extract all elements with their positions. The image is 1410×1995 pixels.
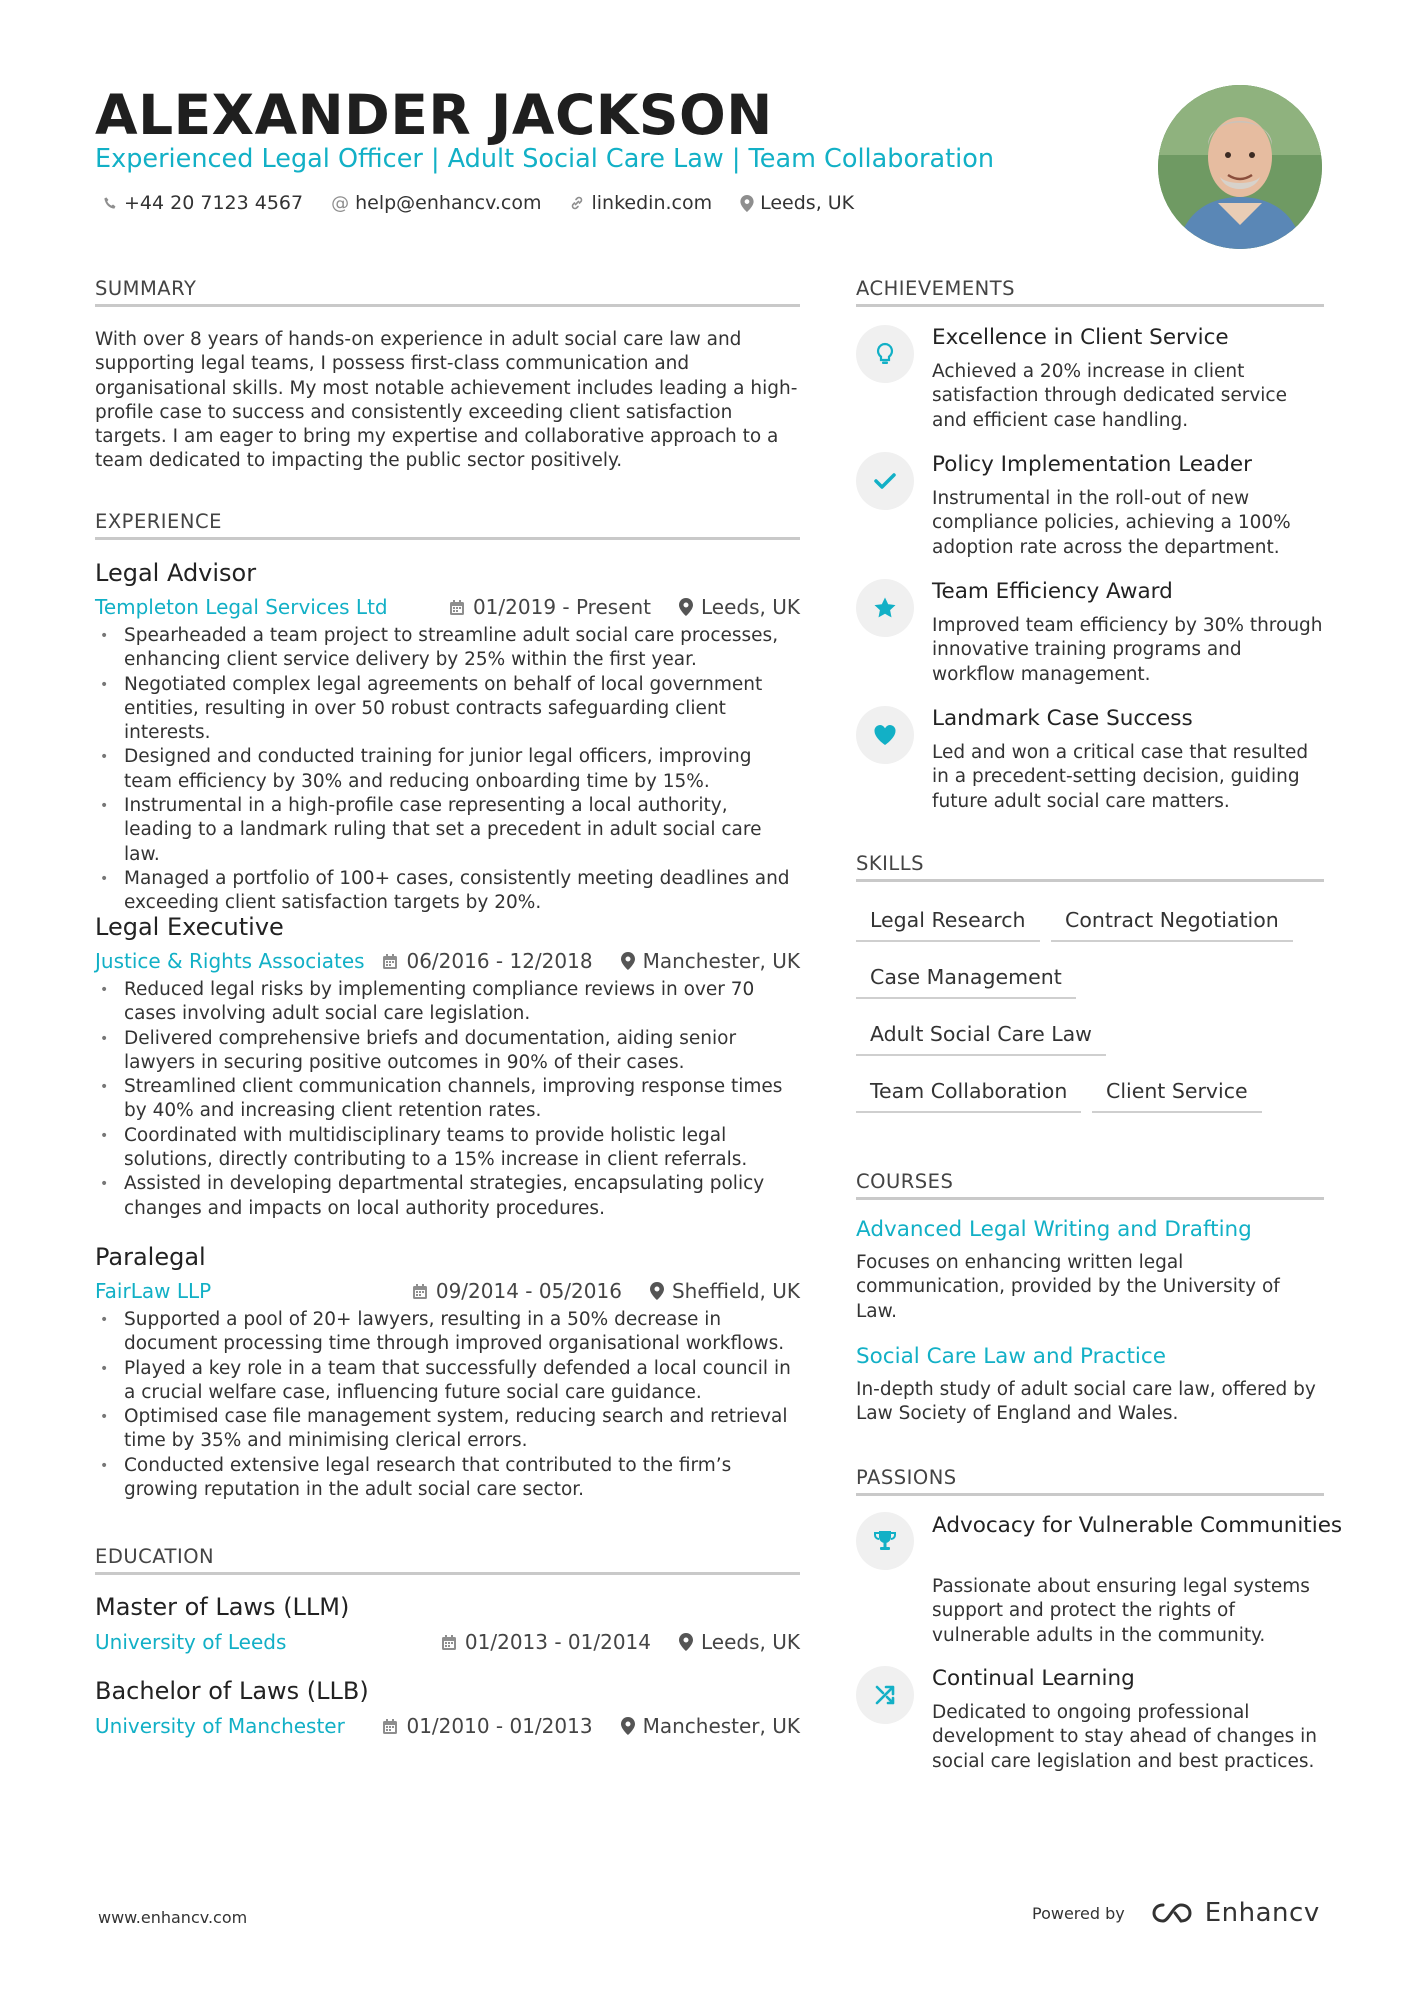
- skill-tag: Client Service: [1092, 1077, 1262, 1113]
- location-text: Leeds, UK: [760, 192, 855, 214]
- job-location-text: Leeds, UK: [701, 595, 800, 619]
- heart-icon: [856, 706, 914, 764]
- achievement-title: Landmark Case Success: [932, 706, 1193, 731]
- phone-text: +44 20 7123 4567: [124, 192, 304, 214]
- education-meta: [95, 1711, 800, 1741]
- education-location-text: Leeds, UK: [701, 1630, 800, 1654]
- footer-website[interactable]: www.enhancv.com: [98, 1908, 248, 1927]
- job-role: Legal Executive: [95, 913, 284, 941]
- job-location-text: Sheffield, UK: [671, 1279, 800, 1303]
- course-title[interactable]: Social Care Law and Practice: [856, 1344, 1166, 1369]
- skill-tag: Legal Research: [856, 906, 1040, 942]
- skills-heading: SKILLS: [856, 851, 1324, 882]
- education-degree: Master of Laws (LLM): [95, 1593, 350, 1621]
- courses-heading: COURSES: [856, 1169, 1324, 1200]
- location-pin-icon: [679, 1633, 693, 1651]
- contact-location: [740, 192, 854, 214]
- list-item: • Optimised case file management system, reducing search and retrieval time by 35% and minimising clerical errors.: [95, 1405, 800, 1454]
- course-title[interactable]: Advanced Legal Writing and Drafting: [856, 1217, 1252, 1242]
- job-bullets: [95, 1308, 800, 1502]
- job-dates-text: 01/2019 - Present: [472, 595, 652, 619]
- job-meta: [95, 592, 800, 622]
- star-icon: [856, 579, 914, 637]
- location-pin-icon: [740, 195, 754, 212]
- passions-heading: PASSIONS: [856, 1465, 1324, 1496]
- achievement-desc: Instrumental in the roll-out of new compliance policies, achieving a 100% adoption rate across the department.: [932, 488, 1291, 558]
- calendar-icon: [449, 599, 465, 616]
- achievement-title: Team Efficiency Award: [932, 579, 1173, 604]
- achievement-title: Excellence in Client Service: [932, 325, 1229, 350]
- contact-phone[interactable]: [103, 192, 303, 214]
- list-item: • Coordinated with multidisciplinary teams to provide holistic legal solutions, directly contributing to a 15% increase in client referrals.: [95, 1124, 800, 1173]
- job-dates: [382, 949, 592, 973]
- skill-tag: Contract Negotiation: [1051, 906, 1293, 942]
- education-dates-text: 01/2010 - 01/2013: [406, 1714, 593, 1738]
- education-heading: EDUCATION: [95, 1544, 800, 1575]
- list-item: • Delivered comprehensive briefs and documentation, aiding senior lawyers in securing positive outcomes in 90% of their cases.: [95, 1027, 800, 1076]
- list-item: • Played a key role in a team that successfully defended a local council in a crucial welfare case, influencing future social care guidance.: [95, 1357, 800, 1406]
- job-company[interactable]: Justice & Rights Associates: [95, 949, 365, 973]
- summary-text: With over 8 years of hands-on experience in adult social care law and supporting legal teams, I possess first-class communication and organisational skills. My most notable achievement includes leading a high-profile case to success and consistently exceeding client satisfaction targets. I am eager to bring my expertise and collaborative approach to a team dedicated to impacting the public sector positively.: [95, 329, 798, 472]
- calendar-icon: [382, 953, 398, 970]
- summary-heading: SUMMARY: [95, 276, 800, 307]
- enhancv-logo-icon: [1151, 1901, 1197, 1925]
- location-pin-icon: [621, 1717, 635, 1735]
- job-location-text: Manchester, UK: [642, 949, 800, 973]
- job-dates: [412, 1279, 622, 1303]
- achievement-title: Policy Implementation Leader: [932, 452, 1252, 477]
- arrows-icon: [856, 1666, 914, 1724]
- list-item: • Supported a pool of 20+ lawyers, resulting in a 50% decrease in document processing time through improved organisational workflows.: [95, 1308, 800, 1357]
- list-item: • Managed a portfolio of 100+ cases, consistently meeting deadlines and exceeding client satisfaction targets by 20%.: [95, 867, 800, 916]
- email-text: help@enhancv.com: [355, 192, 542, 214]
- passion-title: Continual Learning: [932, 1666, 1135, 1691]
- job-company[interactable]: Templeton Legal Services Ltd: [95, 595, 388, 619]
- achievement-desc: Achieved a 20% increase in client satisfaction through dedicated service and efficient case handling.: [932, 361, 1287, 431]
- job-company[interactable]: FairLaw LLP: [95, 1279, 212, 1303]
- education-location-text: Manchester, UK: [642, 1714, 800, 1738]
- calendar-icon: [412, 1283, 428, 1300]
- job-bullets: [95, 624, 800, 916]
- achievements-heading: ACHIEVEMENTS: [856, 276, 1324, 307]
- passion-desc: Dedicated to ongoing professional development to stay ahead of changes in social care legislation and best practices.: [932, 1702, 1318, 1772]
- list-item: • Designed and conducted training for junior legal officers, improving team efficiency by 30% and reducing onboarding time by 15%.: [95, 745, 800, 794]
- education-meta: [95, 1627, 800, 1657]
- contact-email[interactable]: [331, 192, 541, 214]
- calendar-icon: [382, 1718, 398, 1735]
- job-meta: [95, 1276, 800, 1306]
- course-desc: In-depth study of adult social care law, offered by Law Society of England and Wales.: [856, 1379, 1316, 1425]
- candidate-name: ALEXANDER JACKSON: [95, 83, 773, 147]
- avatar: [1158, 85, 1322, 249]
- course-desc: Focuses on enhancing written legal communication, provided by the University of Law.: [856, 1252, 1280, 1322]
- list-item: • Streamlined client communication channels, improving response times by 40% and increasing client retention rates.: [95, 1075, 800, 1124]
- powered-by-label: Powered by: [1032, 1903, 1125, 1923]
- phone-icon: [103, 196, 118, 211]
- contact-bar: [103, 188, 882, 218]
- location-pin-icon: [621, 952, 635, 970]
- job-dates-text: 09/2014 - 05/2016: [435, 1279, 622, 1303]
- job-bullets: [95, 978, 800, 1221]
- trophy-icon: [856, 1512, 914, 1570]
- job-location: [621, 949, 800, 973]
- contact-linkedin[interactable]: [569, 192, 712, 214]
- job-dates-text: 06/2016 - 12/2018: [406, 949, 593, 973]
- education-degree: Bachelor of Laws (LLB): [95, 1677, 369, 1705]
- list-item: • Conducted extensive legal research that contributed to the firm’s growing reputation in the adult social care sector.: [95, 1454, 800, 1503]
- location-pin-icon: [650, 1282, 664, 1300]
- passion-desc: Passionate about ensuring legal systems support and protect the rights of vulnerable adults in the community.: [932, 1576, 1310, 1646]
- job-dates: [449, 595, 651, 619]
- list-item: • Reduced legal risks by implementing compliance reviews in over 70 cases involving adult social care legislation.: [95, 978, 800, 1027]
- education-dates-text: 01/2013 - 01/2014: [464, 1630, 652, 1654]
- education-location: [679, 1630, 800, 1654]
- linkedin-text: linkedin.com: [591, 192, 713, 214]
- education-school[interactable]: University of Manchester: [95, 1714, 345, 1738]
- skill-tag: Adult Social Care Law: [856, 1020, 1106, 1056]
- job-role: Paralegal: [95, 1243, 206, 1271]
- list-item: • Instrumental in a high-profile case representing a local authority, leading to a landmark ruling that set a precedent in adult social care law.: [95, 794, 800, 867]
- skill-tag: Team Collaboration: [856, 1077, 1081, 1113]
- job-location: [650, 1279, 800, 1303]
- job-role: Legal Advisor: [95, 559, 257, 587]
- link-icon: [569, 195, 585, 211]
- skill-tag: Case Management: [856, 963, 1076, 999]
- footer-branding: [1032, 1898, 1320, 1928]
- list-item: • Spearheaded a team project to streamline adult social care processes, enhancing client service delivery by 25% within the first year.: [95, 624, 800, 673]
- list-item: • Assisted in developing departmental strategies, encapsulating policy changes and impacts on local authority procedures.: [95, 1172, 800, 1221]
- passion-title: Advocacy for Vulnerable Communities: [932, 1513, 1343, 1538]
- education-school[interactable]: University of Leeds: [95, 1630, 287, 1654]
- achievement-desc: Led and won a critical case that resulted in a precedent-setting decision, guiding future adult social care matters.: [932, 742, 1309, 812]
- education-dates: [382, 1714, 592, 1738]
- education-dates: [441, 1630, 651, 1654]
- education-location: [621, 1714, 800, 1738]
- enhancv-brand[interactable]: Enhancv: [1204, 1898, 1320, 1928]
- check-icon: [856, 452, 914, 510]
- at-icon: @: [331, 192, 350, 214]
- job-meta: [95, 946, 800, 976]
- lightbulb-icon: [856, 325, 914, 383]
- candidate-tagline: Experienced Legal Officer | Adult Social Care Law | Team Collaboration: [95, 144, 994, 174]
- location-pin-icon: [679, 598, 693, 616]
- list-item: • Negotiated complex legal agreements on behalf of local government entities, resulting in over 50 robust contracts safeguarding client interests.: [95, 673, 800, 746]
- achievement-desc: Improved team efficiency by 30% through innovative training programs and workflow management.: [932, 615, 1323, 685]
- calendar-icon: [441, 1634, 457, 1651]
- experience-heading: EXPERIENCE: [95, 509, 800, 540]
- job-location: [679, 595, 800, 619]
